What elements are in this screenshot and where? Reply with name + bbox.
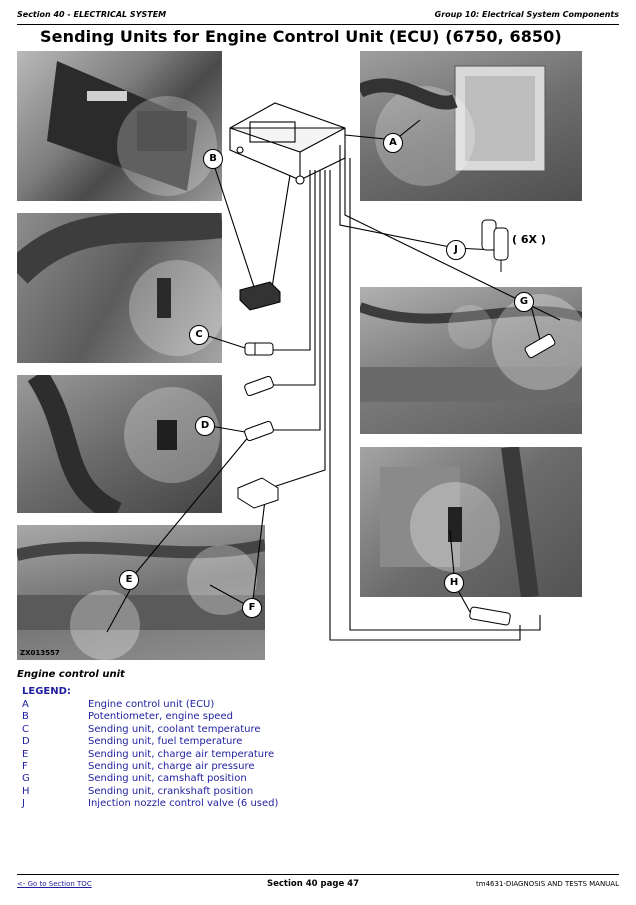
legend-text: Sending unit, crankshaft position <box>88 785 254 797</box>
legend-item <box>22 736 278 748</box>
legend-item <box>22 761 278 773</box>
legend-text: Sending unit, fuel temperature <box>88 736 243 748</box>
callout-c: C <box>189 325 209 345</box>
legend-text: Sending unit, charge air pressure <box>88 760 255 772</box>
group-label: Group 10: Electrical System Components <box>434 10 619 19</box>
legend-key: E <box>22 748 29 760</box>
sensor-coolant-part <box>245 343 273 355</box>
legend-text: Sending unit, coolant temperature <box>88 723 261 735</box>
section-label: Section 40 - ELECTRICAL SYSTEM <box>17 10 167 19</box>
sensor-crankshaft-part <box>469 607 510 626</box>
legend-item <box>22 773 278 785</box>
legend-list <box>22 699 278 811</box>
figure-caption: Engine control unit <box>17 669 125 680</box>
legend-text: Engine control unit (ECU) <box>88 699 215 710</box>
figure-id: ZX013557 <box>20 649 60 657</box>
sensor-fuel-part <box>244 376 274 397</box>
ecu-module <box>230 103 345 184</box>
legend-item <box>22 749 278 761</box>
sensor-charge-temp-part <box>244 421 274 442</box>
manual-name: tm4631-DIAGNOSIS AND TESTS MANUAL <box>476 880 619 888</box>
injector-valve-part <box>482 220 508 272</box>
legend-key: B <box>22 711 29 723</box>
legend-title: LEGEND: <box>22 686 71 697</box>
legend-key: C <box>22 723 29 735</box>
toc-link[interactable]: <- Go to Section TOC <box>17 880 92 888</box>
callout-g: G <box>514 292 534 312</box>
legend-item <box>22 786 278 798</box>
callout-f: F <box>242 598 262 618</box>
callout-h: H <box>444 573 464 593</box>
legend-text: Sending unit, camshaft position <box>88 773 247 785</box>
legend-text: Injection nozzle control valve (6 used) <box>88 798 279 810</box>
legend-item <box>22 711 278 723</box>
legend-item <box>22 724 278 736</box>
legend-item <box>22 699 278 711</box>
legend-item <box>22 798 278 810</box>
quantity-note: ( 6X ) <box>512 233 546 246</box>
legend-text: Potentiometer, engine speed <box>88 711 233 723</box>
legend-text: Sending unit, charge air temperature <box>88 748 275 760</box>
legend-key: G <box>22 773 30 785</box>
page-title: Sending Units for Engine Control Unit (ECU) (6750, 6850) <box>40 27 562 46</box>
legend-key: D <box>22 736 30 748</box>
sensor-charge-pressure-part <box>238 478 278 508</box>
legend-key: H <box>22 785 30 797</box>
page-number: Section 40 page 47 <box>267 879 359 889</box>
callout-b: B <box>203 149 223 169</box>
callout-d: D <box>195 416 215 436</box>
legend-key: J <box>22 798 25 810</box>
potentiometer-part <box>240 282 280 310</box>
page-footer <box>17 874 619 895</box>
sensor-camshaft-part <box>524 333 556 358</box>
callout-e: E <box>119 570 139 590</box>
legend-key: F <box>22 760 28 772</box>
legend-key: A <box>22 699 29 710</box>
callout-j: J <box>446 240 466 260</box>
callout-a: A <box>383 133 403 153</box>
